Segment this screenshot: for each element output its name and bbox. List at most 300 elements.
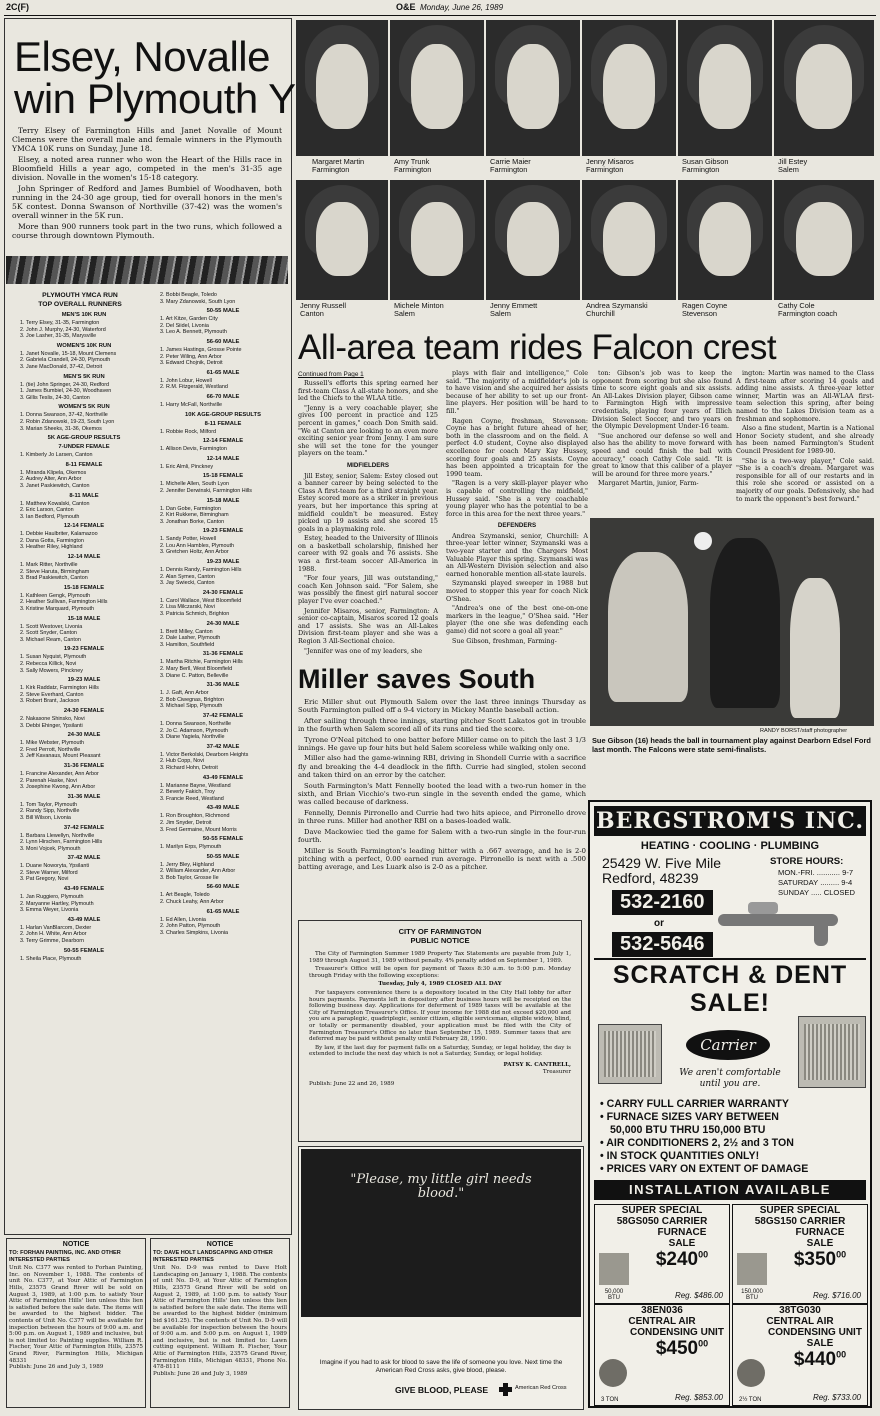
miller-paragraph: Tyrone O'Neal pitched to one batter before Miller came on to pitch the last 3 1/3 innings. He gave up four hits but held Salem scoreless while walking only one. — [298, 735, 586, 753]
results-line: 1. James Hastings, Grosse Pointe — [160, 346, 242, 353]
results-line: 1. Carol Wallace, West Bloomfield — [160, 597, 242, 604]
results-line: 2. Maryanne Hartley, Plymouth — [20, 900, 94, 907]
left-story-body — [12, 126, 282, 242]
portrait-caption: Susan Gibson Farmington — [682, 157, 729, 175]
portrait-photo — [582, 180, 676, 300]
results-line: 2. Kirt Rukkene, Birmingham — [160, 512, 229, 519]
results-column-2 — [160, 292, 286, 936]
falcon-paragraph: Estey, headed to the University of Illinois on a basketball scholarship, finished her career with 92 goals and 76 assists. She was a first-team soccer All-America in 1988. — [298, 534, 438, 573]
results-line: 1. Michelle Allen, South Lyon — [160, 481, 230, 488]
results-group-heading: 24-30 MALE — [67, 732, 101, 739]
city-public-notice — [298, 920, 582, 1142]
city-notice-paragraph: The City of Farmington Summer 1989 Property Tax Statements are payable from July 1, 1989 through August 31, 1989 without penalty. 4% penalty added on September 1, 1989. — [309, 951, 571, 964]
miller-headline: Miller saves South — [298, 664, 536, 694]
results-line: 1. Mark Ritter, Northville — [20, 562, 78, 569]
results-group-heading: 50-55 MALE — [206, 853, 240, 860]
notice-title: NOTICE — [62, 1241, 90, 1248]
carrier-logo — [686, 1030, 770, 1060]
results-title: PLYMOUTH YMCA RUN — [42, 292, 118, 299]
results-line: 1. Robbie Rock, Milford — [160, 428, 217, 435]
photo-caption: Sue Gibson (16) heads the ball in tournament play against Dearborn Edsel Ford last month. The Falcons were state semi-finalists. — [592, 736, 871, 754]
results-line: 2. Alan Symes, Canton — [160, 573, 215, 580]
results-group-heading: 24-30 MALE — [206, 620, 240, 627]
publication-name: O&E — [396, 2, 416, 12]
results-line: 2. John H. White, Ann Arbor — [20, 931, 87, 938]
sale-headline-1: SCRATCH & DENT — [612, 961, 848, 989]
special-condenser-38en036: 38EN036 CENTRAL AIR CONDENSING UNIT $\$450^{00}$ 3 TON Reg. $853.00 — [594, 1304, 730, 1406]
results-line: 3. Pat Gregory, Novi — [20, 876, 69, 883]
results-line: 3. Brad Paskiewitch, Canton — [20, 575, 88, 582]
results-line: 3. Kristine Marquard, Plymouth — [20, 606, 95, 613]
notice-forhan — [6, 1238, 146, 1408]
city-notice-title: CITY OF FARMINGTON — [398, 927, 482, 936]
results-line: 2. Heather Sullivan, Farmington Hills — [20, 599, 108, 606]
results-column-1 — [20, 309, 148, 962]
falcon-paragraph: ton: Gibson's job was to keep the opponent from scoring but she also found time to score eight goals and six assists. An All-Lakes Division player, Gibson came to Farmington High with impressive credentials, playing four years of Illich Division Select Soccer, and two years on the Olympic Development Under-16 team. — [592, 369, 732, 431]
falcon-paragraph: Andrea Szymanski, senior, Churchill: A three-year letter winner, Szymanski was a two-year starter and the Chargers Most Valuable Player this spring. Szymanski was an All-Western Division selection and also earned honorable mention all-state laurels. — [446, 531, 588, 578]
results-line: 2. Scott Snyder, Canton — [20, 630, 77, 637]
special-condenser-38tg030: 38TG030 CENTRAL AIR CONDENSING UNIT SALE $\$440^{00}$ 2½ TON Reg. $733.00 — [732, 1304, 868, 1406]
bullet-item: • AIR CONDITIONERS 2, 2½ and 3 TON — [600, 1137, 794, 1149]
results-line: 3. Emma Weyer, Livonia — [20, 907, 79, 914]
falcon-paragraph: plays with flair and intelligence," Cole said. "The majority of a midfielder's job is to have vision and she acquired her assists because of her ability to set up our front-line players. Her position will be hard to fill." — [446, 369, 588, 415]
results-line: 3. Jane MacDonald, 37-42, Detroit — [20, 363, 103, 370]
results-group-heading: 19-23 FEMALE — [202, 528, 244, 535]
results-line: 1. (tie) John Springer, 24-30, Redford — [20, 381, 109, 388]
results-subtitle: TOP OVERALL RUNNERS — [38, 301, 122, 308]
results-line: 2. Fred Perrott, Northville — [20, 746, 81, 753]
results-group-heading: 12-14 FEMALE — [202, 438, 244, 445]
results-line: 3. Richard Hohn, Detroit — [160, 764, 218, 771]
results-line: 1. John Lobur, Howell — [160, 377, 212, 384]
falcon-column-3 — [592, 370, 732, 490]
bullet-item: • FURNACE SIZES VARY BETWEEN — [600, 1111, 779, 1123]
results-group-heading: 5K AGE-GROUP RESULTS — [47, 435, 121, 442]
results-line: 1. James Bumbiel, 24-30, Woodhaven — [20, 388, 112, 395]
miller-paragraph: South Farmington's Matt Fennelly booted the lead with a two-run homer in the sixth, and Brian Vicchio's two-run single in the seventh ended the game, which was called because of darkness. — [298, 781, 586, 807]
results-line: 3. Bob Taylor, Grosse Ile — [160, 874, 219, 881]
results-group-heading: MEN'S 5K RUN — [63, 373, 105, 380]
results-line: 3. Patricia Schmich, Brighton — [160, 611, 230, 618]
notice-publish: Publish: June 26 and July 3, 1989 — [9, 1364, 104, 1371]
results-group-heading: WOMEN'S 5K RUN — [58, 404, 110, 411]
results-group-heading: 37-42 MALE — [206, 743, 240, 750]
headline-line-1: Elsey, Novalle — [14, 33, 270, 80]
miller-paragraph: Miller is South Farmington's leading hitter with a .667 average, and he is 2-0 pitching with a perfect, 0.00 earned run average. Pirronello is next with a .500 batting average, and Les Luark also is 2-0 as a pitcher. — [298, 846, 586, 872]
store-hours-line: MON.-FRI. ........... 9-7 — [778, 868, 854, 877]
results-line: 2. Nakasone Shinsko, Novi — [20, 715, 85, 722]
portrait-photo — [296, 20, 388, 156]
furnace-image — [737, 1253, 767, 1285]
air-conditioner-image — [598, 1024, 662, 1084]
results-line: 1. Donna Swanson, 37-42, Northville — [20, 412, 108, 419]
results-line: 3. Michael Ream, Canton — [20, 636, 81, 643]
results-group-heading: 50-55 FEMALE — [202, 836, 244, 843]
falcon-paragraph: "Andrea's one of the best one-on-one markers in the league," O'Shea said. "Her player (the one she was defending each game) did not score a goal all year." — [446, 604, 588, 635]
results-line: 3. Bill Wilson, Livonia — [20, 814, 71, 821]
city-notice-body — [309, 951, 571, 1058]
results-group-heading: 43-49 MALE — [67, 916, 101, 923]
results-line: 2. John Patton, Plymouth — [160, 923, 221, 930]
results-line: 3. Gretchen Holtz, Ann Arbor — [160, 549, 229, 556]
red-cross-photo — [301, 1149, 581, 1317]
results-line: 1. Dennis Randy, Farmington Hills — [160, 567, 242, 574]
results-group-heading: 24-30 FEMALE — [63, 707, 105, 714]
results-group-heading: 15-18 FEMALE — [202, 473, 244, 480]
results-line: 2. Dana Gotta, Farmington — [20, 537, 84, 544]
results-group-heading: 15-18 MALE — [67, 615, 101, 622]
portrait-caption: Ragen Coyne Stevenson — [682, 301, 728, 319]
falcon-paragraph: Russell's efforts this spring earned her first-team Class A all-state honors, and she led the Chiefs to the WLAA title. — [298, 379, 438, 403]
portrait-photo — [296, 180, 388, 300]
city-notice-paragraph: By law, if the last day for payment falls on a Saturday, Sunday, or legal holiday, the day is extended to include the next day which is not a Saturday, Sunday, or legal holiday. — [309, 1044, 571, 1058]
bergstrom-address-1: 25429 W. Five Mile — [602, 855, 722, 871]
headline-line-2: win Plymouth Y — [14, 75, 296, 122]
results-group-heading: 12-14 MALE — [206, 455, 240, 462]
results-group-heading: 31-36 FEMALE — [63, 762, 105, 769]
portrait-caption: Margaret Martin Farmington — [312, 157, 365, 175]
results-group-heading: 31-36 MALE — [206, 682, 240, 689]
portrait-caption: Cathy Cole Farmington coach — [778, 301, 838, 319]
portrait-caption: Jill Estey Salem — [778, 157, 808, 175]
results-line: 2. Dale Lasher, Plymouth — [160, 635, 221, 642]
continued-line: Continued from Page 1 — [298, 371, 364, 378]
city-notice-paragraph: Treasurer's Office will be open for payment of Taxes 8:30 a.m. to 5:00 p.m. Monday through Friday with the following exceptions: — [309, 966, 571, 979]
results-line: 2. Chuck Leahy, Ann Arbor — [160, 899, 224, 906]
page-date: Monday, June 26, 1989 — [420, 3, 504, 12]
results-line: 2. Hub Copp, Novi — [160, 758, 205, 765]
results-group-heading: WOMEN'S 10K RUN — [56, 342, 112, 349]
store-hours-line: SUNDAY ..... CLOSED — [778, 888, 855, 897]
store-hours — [778, 868, 855, 898]
left-story-paragraph: John Springer of Redford and James Bumbiel of Woodhaven, both running in the 24-30 age group, tied for overall honors in the men's 5K contest. Donna Swanson of Northville (37-42) was the women's overall winner in the 5K run. — [12, 184, 282, 220]
results-line: 1. Ron Broughton, Richmond — [160, 813, 230, 820]
results-line: 1. Ed Allen, Livonia — [160, 916, 206, 923]
sale-bullets — [600, 1098, 808, 1176]
city-notice-signer-title: Treasurer — [542, 1068, 571, 1075]
results-line: 2. Steve Warner, Milford — [20, 869, 78, 876]
results-line: 1. Marilyn Erps, Plymouth — [160, 844, 222, 851]
city-notice-paragraph: Tuesday, July 4, 1989 CLOSED ALL DAY — [378, 981, 502, 988]
results-line: 3. Hamilton, Southfield — [160, 641, 215, 648]
portrait-photo — [390, 180, 484, 300]
notice-body: Unit No. D-9 was rented to Dave Holt Landscaping on January 1, 1988. The contents of unit No. D-9, at Your Attic of Farmington Hills, 23575 Grand River will be sold on August 2, 1989, at 1:00 p.m. to satisfy Your Attic of Farmington Hills' lien unless this lien is satisfied before the sale date. The items will be awarded to the highest bidder (minimum bid $161.25). The contents of Unit No. D-9 will be available for inspection between the hours of 9:00 a.m. and 5:00 p.m. on August 1, 1989 and inclusive, but is not limited to: Lawn cutting equipment. William R. Fischer, Your Attic of Farmington Hills, 23575 Grand River, Farmington Hills, Michigan 48331, Phone No. 478-8111 — [153, 1265, 287, 1371]
results-line: 2. Steve Everhard, Canton — [20, 691, 84, 698]
bergstrom-phone-2: 532-5646 — [612, 932, 713, 957]
bullet-item: • PRICES VARY ON EXTENT OF DAMAGE — [600, 1163, 809, 1175]
results-line: 2. Lynn Hirschen, Farmington Hills — [20, 839, 103, 846]
results-line: 3. Charles Simpkins, Livonia — [160, 929, 229, 936]
results-line: 2. Eric Larson, Canton — [20, 507, 74, 514]
portrait-photo — [774, 20, 874, 156]
results-line: 1. Art Kitze, Garden City — [160, 316, 218, 323]
falcon-subhead: MIDFIELDERS — [347, 461, 389, 469]
results-line: 1. Sandy Potter, Howell — [160, 536, 217, 543]
faucet-icon — [718, 902, 866, 954]
photo-credit: RANDY BORST/staff photographer — [760, 728, 848, 734]
bergstrom-phone-1: 532-2160 — [612, 890, 713, 915]
results-line: 3. Jonathan Borke, Canton — [160, 518, 225, 525]
results-line: 2. Bob Ciwegnas, Brighton — [160, 696, 224, 703]
miller-paragraph: Eric Miller shut out Plymouth Salem over the last three innings Thursday as South Farmington pulled off a 9-4 victory in Mickey Mantle baseball action. — [298, 698, 586, 715]
condenser-image — [737, 1359, 765, 1387]
results-line: 1. Dan Gobe, Farmington — [160, 505, 221, 512]
results-group-heading: 61-65 MALE — [206, 908, 240, 915]
falcon-paragraph: "Sue anchored our defense so well and also has the ability to move forward with speed and could finish the ball with accuracy," coach Cathy Cole said. "It is great to know that this caliber of a player will be around for three more years." — [592, 431, 732, 478]
results-line: 1. Miranda Klipela, Okemos — [20, 469, 87, 476]
portrait-caption: Carrie Maier Farmington — [490, 157, 531, 175]
notice-holt — [150, 1238, 290, 1408]
results-group-heading: 31-36 MALE — [67, 793, 101, 800]
results-line: 1. Duane Noworyta, Ypsilanti — [20, 863, 90, 870]
city-notice-subtitle: PUBLIC NOTICE — [410, 936, 470, 945]
results-line: 2. Lisa Milczarski, Novi — [160, 604, 215, 611]
results-line: 1. Scott Westover, Livonia — [20, 623, 83, 630]
miller-paragraph: Miller also had the game-winning RBI, driving in Shondell Currie with a sacrifice fly and breaking the 4-4 deadlock in the fifth. Currie had singled, stolen second and taken third on an error by the catcher. — [298, 754, 586, 780]
results-group-heading: 37-42 FEMALE — [63, 824, 105, 831]
results-line: 1. Art Beagle, Toledo — [160, 892, 210, 899]
results-line: 1. Jan Ruggiero, Plymouth — [20, 894, 84, 901]
notice-heading: TO: DAVE HOLT LANDSCAPING AND OTHER INTERESTED PARTIES — [153, 1250, 273, 1263]
results-line: 3. Janet Paskiewitch, Canton — [20, 482, 90, 489]
installation-text: INSTALLATION AVAILABLE — [629, 1182, 831, 1197]
results-group-heading: 66-70 MALE — [206, 393, 240, 400]
results-group-heading: 12-14 MALE — [67, 554, 101, 561]
portrait-photo — [390, 20, 484, 156]
results-line: 1. Susan Nyquist, Plymouth — [20, 654, 87, 661]
notice-body: Unit No. C377 was rented to Forhan Painting, Inc. on November 1, 1988. The contents of unit No. C377, at Your Attic of Farmington Hills, 23575 Grand River will be sold on August 3, 1989, at 1:00 p.m. to satisfy Your Attic of Farmington Hills' lien unless this lien is satisfied before the sale date. The items will be awarded to the highest bidder. The contents of Unit No. C377 will be available for inspection between the hours of 9:00 a.m. and 5:00 p.m. on August 1, 1989 and inclusive, but is not limited to: Painting supplies. William R. Fischer, Your Attic of Farmington Hills, 23575 Grand River, Farmington Hills, Michigan 48331 — [9, 1265, 143, 1364]
portrait-caption: Andrea Szymanski Churchill — [586, 301, 648, 319]
bullet-item: • IN STOCK QUANTITIES ONLY! — [600, 1150, 760, 1162]
results-group-heading: 43-49 MALE — [206, 805, 240, 812]
results-line: 1. Jerry Bley, Highland — [160, 861, 214, 868]
results-line: 3. Jay Swiecki, Canton — [160, 580, 215, 587]
results-group-heading: 24-30 FEMALE — [202, 589, 244, 596]
portrait-caption: Amy Trunk Farmington — [394, 157, 432, 175]
results-line: 2. Bobbi Beagle, Toledo — [160, 292, 217, 298]
results-line: 1. Kirk Raddatz, Farmington Hills — [20, 685, 99, 692]
falcon-paragraph: Szymanski played sweeper in 1988 but moved to stopper this year for coach Nick O'Shea. — [446, 579, 588, 603]
results-line: 1. Donna Swanson, Northville — [160, 720, 232, 727]
results-group-heading: 15-18 FEMALE — [63, 584, 105, 591]
left-story-paragraph: More than 900 runners took part in the two runs, which followed a course through downtown Plymouth. — [12, 222, 282, 240]
results-line: 2. William Alexander, Ann Arbor — [160, 868, 236, 875]
results-line: 2. Parenah Haske, Novi — [20, 777, 77, 784]
results-group-heading: 8-11 FEMALE — [65, 461, 103, 468]
results-line: 3. Leo A. Bennett, Plymouth — [160, 329, 227, 336]
results-group-heading: 50-55 MALE — [206, 308, 240, 315]
results-line: 1. Eric Almli, Pinckney — [160, 463, 214, 470]
results-line: 3. Diane C. Patton, Belleville — [160, 672, 229, 679]
results-line: 2. Jo C. Adamson, Plymouth — [160, 727, 229, 734]
results-line: 2. Steve Haruta, Birmingham — [20, 568, 90, 575]
falcon-paragraph: "Jennifer was one of my leaders, she — [304, 646, 423, 655]
notice-title: NOTICE — [206, 1241, 234, 1248]
city-notice-signer: PATSY K. CANTRELL, — [503, 1061, 571, 1068]
results-group-heading: 61-65 MALE — [206, 369, 240, 376]
results-line: 2. Del Siidel, Livonia — [160, 322, 209, 329]
left-story-paragraph: Terry Elsey of Farmington Hills and Janet Novalle of Mount Clemens were the overall male and female winners in the Plymouth YMCA 10K runs on Sunday, June 18. — [12, 126, 282, 153]
portrait-caption: Jenny Emmett Salem — [490, 301, 538, 319]
results-line: 3. Debbi Ehinger, Ypsilanti — [20, 722, 83, 729]
results-group-heading: 43-49 FEMALE — [202, 774, 244, 781]
falcon-paragraph: Jennifer Misaros, senior, Farmington: A senior co-captain, Misaros scored 12 goals and 17 assists. She was an All-Lakes Division first-team player and she was a Region 3 All-Sectional choice. — [298, 606, 438, 645]
results-line: 1. Brett Milley, Canton — [160, 628, 213, 635]
results-line: 1. Martha Ritchie, Farmington Hills — [160, 659, 243, 666]
results-line: 3. Edward Chojnik, Detroit — [160, 360, 223, 367]
results-group-heading: 37-42 MALE — [67, 855, 101, 862]
results-line: 2. R.M. Fitzgerald, Westland — [160, 384, 228, 391]
red-cross-icon — [499, 1383, 512, 1396]
falcon-column-1 — [298, 380, 438, 657]
results-group-heading: 19-23 FEMALE — [63, 646, 105, 653]
results-line: 3. Moni Vojcek, Plymouth — [20, 845, 81, 852]
miller-paragraph: Fennelly, Dennis Pirronello and Currie had two hits apiece, and Pirronello drove in three runs. Miller had another RBI on a bases-loaded walk. — [298, 808, 586, 826]
left-story-paragraph: Elsey, a noted area runner who won the Heart of the Hills race in Bloomfield Hills a year ago, competed in the men's 31-35 age division. Novalle in the women's 15-18 category. — [12, 155, 282, 182]
bergstrom-or: or — [654, 918, 664, 929]
city-notice-publish: Publish: June 22 and 26, 1989 — [309, 1081, 395, 1088]
results-group-heading: 37-42 FEMALE — [202, 712, 244, 719]
results-group-heading: 43-49 FEMALE — [63, 886, 105, 893]
results-line: 3. Jeff Kavanaus, Mount Pleasant — [20, 753, 101, 760]
results-group-heading: 19-23 MALE — [67, 677, 101, 684]
results-line: 2. Jennifer Derwinski, Farmington Hills — [160, 487, 252, 494]
notice-heading: TO: FORHAN PAINTING, INC. AND OTHER INTERESTED PARTIES — [9, 1250, 121, 1263]
results-line: 2. Audrey Alter, Ann Arbor — [20, 476, 82, 483]
results-group-heading: 8-11 MALE — [69, 492, 99, 499]
results-line: 1. Mike Webster, Plymouth — [20, 740, 85, 747]
miller-paragraph: After sailing through three innings, starting pitcher Scott Lakatos got in trouble in the fourth when Salem scored all of its runs and tied the score. — [298, 716, 586, 734]
runners-photo — [6, 256, 288, 284]
results-line: 1. Matthew Kowalski, Canton — [20, 500, 90, 507]
red-cross-quote: "Please, my little girl needs blood." — [350, 1172, 532, 1201]
soccer-action-photo — [590, 518, 874, 726]
results-line: 1. Sheila Place, Plymouth — [20, 955, 82, 962]
portrait-photo — [486, 20, 580, 156]
results-group-heading: 8-11 FEMALE — [204, 420, 242, 427]
results-line: 2. Beverly Fakich, Troy — [160, 789, 215, 796]
bergstrom-name: BERGSTROM'S INC. — [596, 808, 864, 834]
falcon-paragraph: "Ragen is a very skill-player player who is capable of controlling the midfield," Hussey said. "She is a very coachable young player who has the potential to be a force in this area for the next three years." — [446, 479, 588, 518]
red-cross-slogan: GIVE BLOOD, PLEASE — [395, 1385, 489, 1395]
results-line: 2. Robin Zdanowski, 19-23, South Lyon — [20, 418, 115, 425]
results-line: 1. Tom Taylor, Plymouth — [20, 801, 78, 808]
results-line: 1. Victor Berkolski, Dearborn Heights — [160, 751, 249, 758]
installation-banner — [594, 1180, 866, 1200]
miller-paragraph: Dave Mackowiec tied the game for Salem with a two-run single in the four-run fourth. — [298, 827, 586, 845]
portrait-photo — [774, 180, 874, 300]
bergstrom-services: HEATING · COOLING · PLUMBING — [640, 840, 820, 852]
results-line: 3. Sally Mowers, Pinckney — [20, 667, 83, 674]
falcon-paragraph: Ragen Coyne, freshman, Stevenson: Coyne has a bright future ahead of her, both in the classroom and on the field. A perfect 4.0 student, Coyne also displayed excellence for coach Mary Kay Hussey, scoring four goals and 25 assists. Coyne has been appointed a tricaptain for the 1990 team. — [446, 416, 588, 478]
results-group-heading: 19-23 MALE — [206, 559, 240, 566]
results-line: 2. Rebecca Killick, Novi — [20, 661, 77, 667]
carrier-tagline: We aren't comfortable until you are. — [679, 1068, 781, 1089]
results-line: 3. Terry Grimme, Dearborn — [20, 938, 85, 945]
results-line: 1. Kimberly Jo Larsen, Canton — [20, 452, 93, 459]
results-line: 1. Francine Alexander, Ann Arbor — [20, 770, 99, 777]
falcon-subhead: DEFENDERS — [497, 522, 537, 530]
results-group-heading: 12-14 FEMALE — [63, 523, 105, 530]
results-line: 1. Marianne Bayne, Westland — [160, 782, 231, 789]
falcon-column-4 — [736, 370, 874, 505]
divider — [594, 958, 866, 960]
miller-body — [298, 698, 586, 874]
results-line: 3. Josephine Kwong, Ann Arbor — [20, 784, 96, 791]
bullet-item: • CARRY FULL CARRIER WARRANTY — [600, 1098, 789, 1110]
falcon-paragraph: Margaret Martin, junior, Farm- — [598, 479, 699, 488]
bullet-item: 50,000 BTU THRU 150,000 BTU — [610, 1124, 766, 1136]
bergstrom-address-2: Redford, 48239 — [602, 870, 699, 886]
portrait-photo — [678, 180, 772, 300]
special-furnace-58gs150: SUPER SPECIAL 58GS150 CARRIER FURNACE SALE $\$350^{00}$ 150,000 BTU Reg. $716.00 — [732, 1204, 868, 1304]
falcon-headline: All-area team rides Falcon crest — [298, 328, 777, 367]
results-group-heading: 56-60 MALE — [206, 338, 240, 345]
results-line: 2. Peter Wiling, Ann Arbor — [160, 353, 222, 360]
results-line: 2. Randy Sipp, Northville — [20, 808, 80, 815]
portrait-caption: Jenny Misaros Farmington — [586, 157, 634, 175]
red-cross-org: American Red Cross — [515, 1385, 567, 1391]
results-line: 1. J. Gaft, Ann Arbor — [160, 690, 209, 697]
page-number: 2C(F) — [6, 2, 29, 12]
portrait-photo — [486, 180, 580, 300]
results-line: 1. Debbie Haulbriter, Kalamazoo — [20, 531, 98, 538]
furnace-image — [599, 1253, 629, 1285]
results-line: 3. Heather Riley, Highland — [20, 544, 83, 551]
results-group-heading: 50-55 FEMALE — [63, 947, 105, 954]
air-conditioner-image — [798, 1016, 866, 1088]
results-line: 3. Francie Reed, Westland — [160, 795, 224, 802]
results-group-heading: 7-UNDER FEMALE — [58, 444, 110, 451]
falcon-paragraph: Jill Estey, senior, Salem: Estey closed out a banner career by being selected to the Class A first-team for a third straight year. Estey scored more as a striker in previous years, but her importance this spring at midfield couldn't be measured. Estey picked up 19 assists and she scored 15 goals in a playmaking role. — [298, 471, 438, 533]
results-line: 2. Mary Berll, West Bloomfield — [160, 666, 233, 672]
results-group-heading: 10K AGE-GROUP RESULTS — [185, 411, 261, 418]
falcon-paragraph: ington: Martin was named to the Class A first-team after scoring 14 goals and adding nine assists. A three-year letter winner, Martin was an All-WLAA first-team selection this spring, after being named to the Lakes Division team as a freshman and sophomore. — [736, 369, 874, 423]
results-line: 3. Robert Brant, Jackson — [20, 698, 80, 705]
portrait-photo — [582, 20, 676, 156]
falcon-column-2 — [446, 370, 588, 647]
results-line: 3. Diane Yagiela, Northville — [160, 734, 225, 741]
results-line: 1. Allison Devis, Farmington — [160, 446, 227, 453]
falcon-paragraph: Also a fine student, Martin is a National Honor Society student, and she already has been named Farmington's Student Council President for 1989-90. — [736, 424, 874, 455]
results-line: 1. Terry Elsey, 31-35, Farmington — [20, 320, 100, 326]
portrait-caption: Jenny Russell Canton — [300, 301, 347, 319]
results-line: 3. Marian Sheeks, 31-36, Okemos — [20, 425, 102, 432]
falcon-paragraph: "For four years, Jill was outstanding," coach Ken Johnson said. "For Salem, she was possibly the finest girl natural soccer player I've ever coached." — [298, 574, 438, 606]
falcon-paragraph: "She is a two-way player," Cole said. "She is a coach's dream. Margaret was responsible for all of our restarts and in this role she scored or assisted on a majority of our goals. Defensively, she had to mark the opponent's best forward." — [736, 456, 874, 503]
falcon-paragraph: "Jenny is a very coachable player, she gives 100 percent in practice and 125 percent in games," coach Don Smith said. "We at Canton are looking to an even more exciting senior year from Jenny. I am sure she will set the tone for the younger players on the team." — [298, 403, 438, 458]
red-cross-ad — [298, 1146, 584, 1410]
results-group-heading: 31-36 FEMALE — [202, 651, 244, 658]
notice-publish: Publish: June 26 and July 3, 1989 — [153, 1370, 248, 1377]
bergstrom-banner — [594, 806, 866, 836]
portrait-caption: Michele Minton Salem — [394, 301, 444, 319]
condenser-image — [599, 1359, 627, 1387]
special-furnace-58gs050: SUPER SPECIAL 58GS050 CARRIER FURNACE SALE $\$240^{00}$ 50,000 BTU Reg. $486.00 — [594, 1204, 730, 1304]
sale-headline-2: SALE! — [690, 989, 770, 1017]
results-line: 3. Gillis Teslis, 24-30, Canton — [20, 394, 90, 401]
results-line: 2. Gabriela Crandell, 24-30, Plymouth — [20, 357, 111, 364]
portrait-photo — [678, 20, 772, 156]
carrier-brand: Carrier — [700, 1036, 756, 1054]
store-hours-line: SATURDAY ......... 9-4 — [778, 878, 853, 887]
store-hours-title: STORE HOURS: — [770, 856, 844, 867]
results-line: 3. Ian Bedford, Plymouth — [20, 513, 80, 520]
falcon-paragraph: Sue Gibson, freshman, Farming- — [452, 636, 557, 645]
results-group-heading: MEN'S 10K RUN — [61, 312, 107, 318]
results-group-heading: 56-60 MALE — [206, 884, 240, 891]
results-line: 3. Joe Lasher, 31-35, Marysville — [20, 333, 97, 340]
